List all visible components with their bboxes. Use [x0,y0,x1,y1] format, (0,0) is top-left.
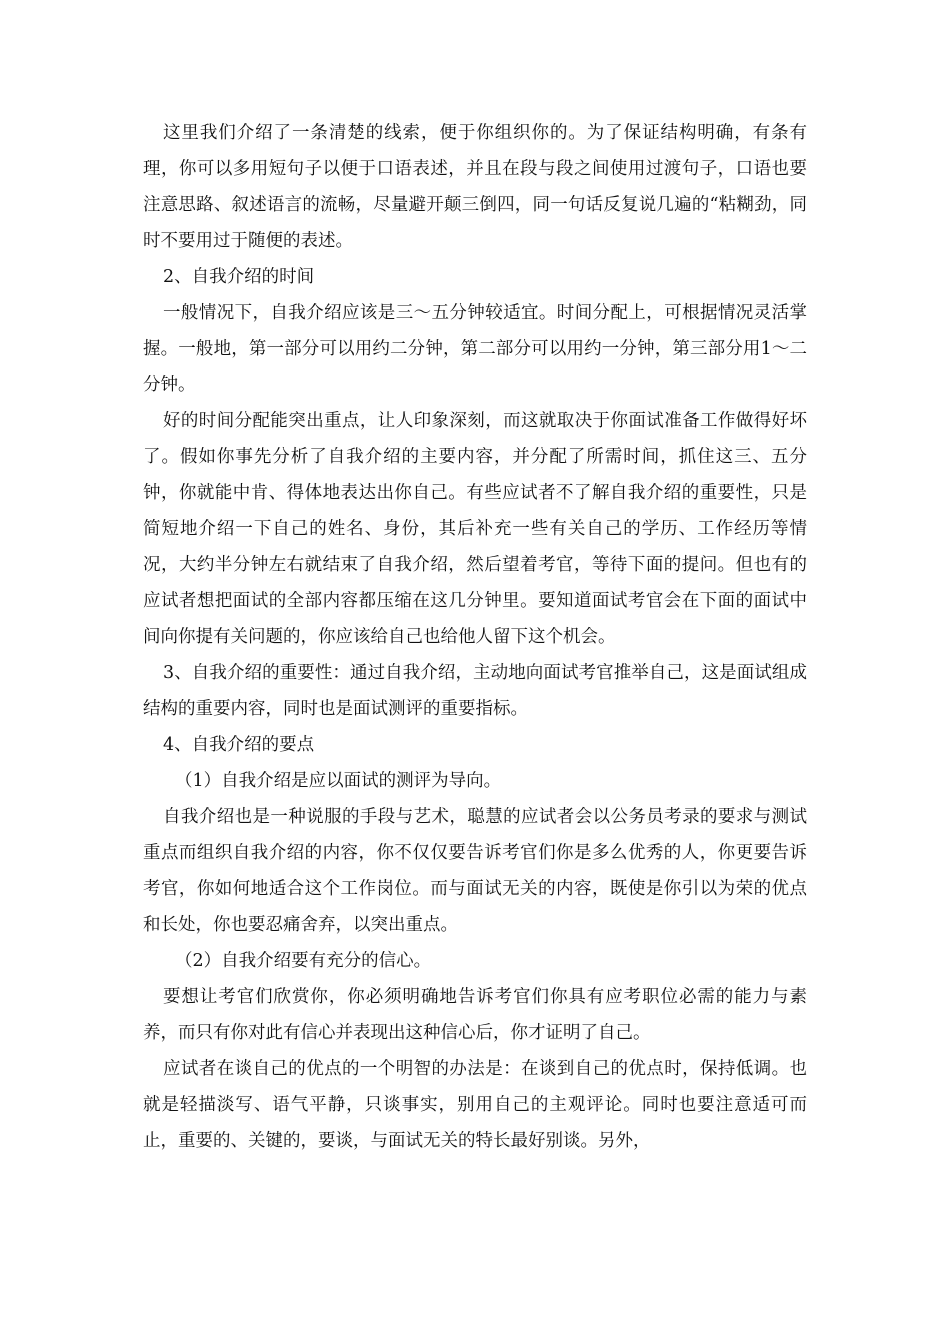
paragraph-importance: 3、自我介绍的重要性：通过自我介绍，主动地向面试考官推举自己，这是面试组成结构的重要内容，同时也是面试测评的重要指标。 [143,663,807,719]
heading-key-points: 4、自我介绍的要点 [163,735,315,755]
paragraph-point-2: 要想让考官们欣赏你，你必须明确地告诉考官们你具有应考职位必需的能力与素养，而只有你对此有信心并表现出这种信心后，你才证明了自己。 [143,987,807,1043]
subheading-point-2: （2）自我介绍要有充分的信心。 [175,951,432,971]
paragraph-strengths: 应试者在谈自己的优点的一个明智的办法是：在谈到自己的优点时，保持低调。也就是轻描淡写、语气平静，只谈事实，别用自己的主观评论。同时也要注意适可而止，重要的、关键的，要谈，与面试无关的特长最好别谈。另外， [143,1059,807,1151]
heading-time: 2、自我介绍的时间 [163,267,315,287]
paragraph-point-1: 自我介绍也是一种说服的手段与艺术，聪慧的应试者会以公务员考录的要求与测试重点而组织自我介绍的内容，你不仅仅要告诉考官们你是多么优秀的人，你更要告诉考官，你如何地适合这个工作岗位。而与面试无关的内容，既使是你引以为荣的优点和长处，你也要忍痛舍弃，以突出重点。 [143,807,807,935]
paragraph-intro-structure: 这里我们介绍了一条清楚的线索，便于你组织你的。为了保证结构明确，有条有理，你可以多用短句子以便于口语表述，并且在段与段之间使用过渡句子，口语也要注意思路、叙述语言的流畅，尽量避开颠三倒四，同一句话反复说几遍的“粘糊劲，同时不要用过于随便的表述。 [143,123,807,251]
paragraph-time-allocation: 好的时间分配能突出重点，让人印象深刻，而这就取决于你面试准备工作做得好坏了。假如你事先分析了自我介绍的主要内容，并分配了所需时间，抓住这三、五分钟，你就能中肯、得体地表达出你自己。有些应试者不了解自我介绍的重要性，只是简短地介绍一下自己的姓名、身份，其后补充一些有关自己的学历、工作经历等情况，大约半分钟左右就结束了自我介绍，然后望着考官，等待下面的提问。但也有的应试者想把面试的全部内容都压缩在这几分钟里。要知道面试考官会在下面的面试中间向你提有关问题的，你应该给自己也给他人留下这个机会。 [143,411,807,647]
paragraph-time-general: 一般情况下，自我介绍应该是三～五分钟较适宜。时间分配上，可根据情况灵活掌握。一般地，第一部分可以用约二分钟，第二部分可以用约一分钟，第三部分用1～二分钟。 [143,303,807,395]
subheading-point-1: （1）自我介绍是应以面试的测评为导向。 [175,771,502,791]
